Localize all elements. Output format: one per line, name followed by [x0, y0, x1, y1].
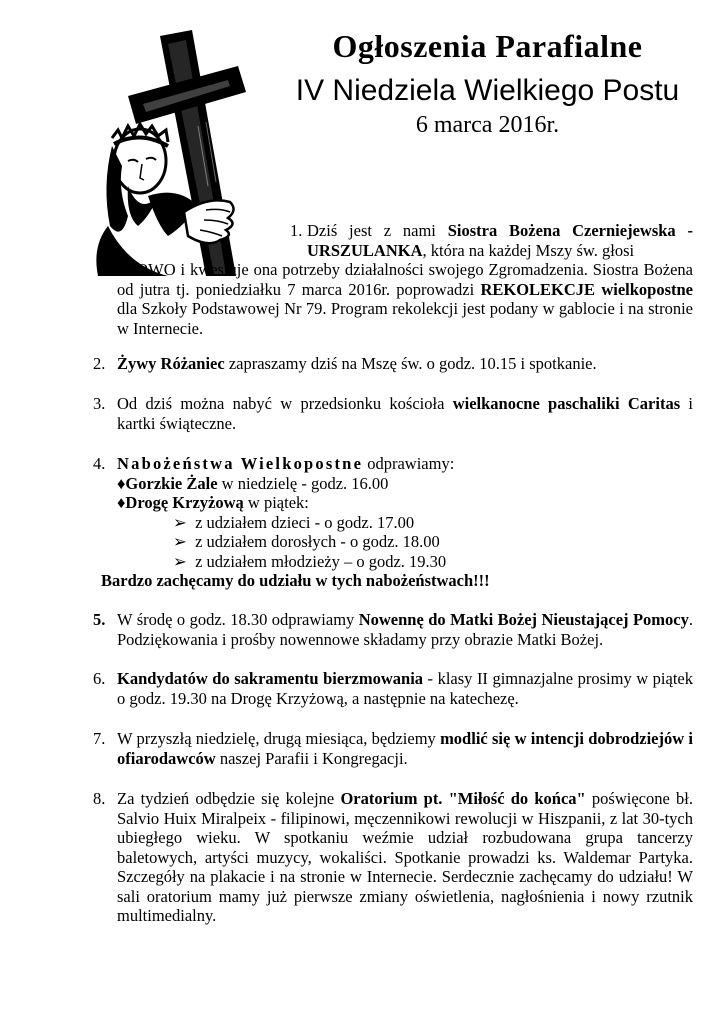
- announcement-item-3: [93, 394, 693, 433]
- item-text: W środę o godz. 18.30 odprawiamy Nowennę do Matki Bożej Nieustającej Pomocy. Podziękowania i prośby nowennowe składamy przy obrazie Matki Bożej.: [117, 610, 693, 649]
- item-number: 3.: [93, 394, 106, 413]
- item-number: 1.: [290, 221, 303, 240]
- announcement-item-7: [93, 729, 693, 768]
- page-title: Ogłoszenia Parafialne: [332, 28, 643, 64]
- item-text: Żywy Różaniec zapraszamy dziś na Mszę św. o godz. 10.15 i spotkanie.: [117, 354, 597, 373]
- announcement-item-5: [93, 610, 693, 649]
- page-subtitle: IV Niedziela Wielkiego Postu: [295, 74, 680, 107]
- item-text: Nabożeństwa Wielkopostne odprawiamy:: [117, 454, 455, 473]
- announcement-item-4: [93, 454, 693, 591]
- item-number: 8.: [93, 789, 106, 808]
- item-number: 6.: [93, 669, 106, 688]
- list-item: ♦Gorzkie Żale w niedzielę - godz. 16.00: [117, 473, 389, 493]
- item-text: Dziś jest z nami Siostra Bożena Czerniejewska - URSZULANKA, która na każdej Mszy św. głosi: [307, 221, 693, 260]
- item-number: 2.: [93, 354, 106, 373]
- item-closing: Bardzo zachęcamy do udziału w tych nabożeństwach!!!: [101, 571, 490, 590]
- list-item: ➢ z udziałem młodzieży – o godz. 19.30: [173, 551, 447, 571]
- announcement-item-8: [93, 789, 693, 926]
- announcement-item-6: [93, 669, 693, 708]
- announcement-item-2: [93, 354, 693, 374]
- item-number: 4.: [93, 454, 106, 473]
- item-text: Od dziś można nabyć w przedsionku kościoła wielkanocne paschaliki Caritas i kartki świąteczne.: [117, 394, 693, 433]
- announcement-item-1: [93, 221, 693, 341]
- page-date: 6 marca 2016r.: [415, 112, 560, 138]
- item-text: Kandydatów do sakramentu bierzmowania - klasy II gimnazjalne prosimy w piątek o godz. 19.30 na Drogę Krzyżową, a następnie na katechezę.: [117, 669, 693, 708]
- list-item: ♦Drogę Krzyżową w piątek:: [117, 493, 309, 512]
- item-number: 7.: [93, 729, 106, 748]
- item-text-continued: SŁOWO i kwestuje ona potrzeby działalności swojego Zgromadzenia. Siostra Bożena od jutra tj. poniedziałku 7 marca 2016r. poprowadzi REKOLEKCJE wielkopostne dla Szkoły Podstawowej Nr 79. Program rekolekcji jest podany w gablocie i na stronie w Internecie.: [117, 260, 693, 338]
- list-item: ➢ z udziałem dorosłych - o godz. 18.00: [173, 532, 440, 551]
- list-item: ➢ z udziałem dzieci - o godz. 17.00: [173, 512, 415, 532]
- item-text: Za tydzień odbędzie się kolejne Oratorium pt. "Miłość do końca" poświęcone bł. Salvio Huix Miralpeix - filipinowi, męczennikowi rewolucji w Hiszpanii, z lat 30-tych ubiegłego wieku. W spotkaniu weźmie udział rozbudowana grupa tancerzy baletowych, artyści muzycy, wokaliści. Spotkanie prowadzi ks. Waldemar Partyka. Szczegóły na plakacie i na stronie w Internecie. Serdecznie zachęcamy do udziału! W sali oratorium mamy już pierwsze zmiany oświetlenia, nagłośnienia i nowy rzutnik multimedialny.: [117, 789, 693, 925]
- item-number: 5.: [93, 610, 106, 629]
- item-text: W przyszłą niedzielę, drugą miesiąca, będziemy modlić się w intencji dobrodziejów i ofiarodawców naszej Parafii i Kongregacji.: [117, 729, 693, 768]
